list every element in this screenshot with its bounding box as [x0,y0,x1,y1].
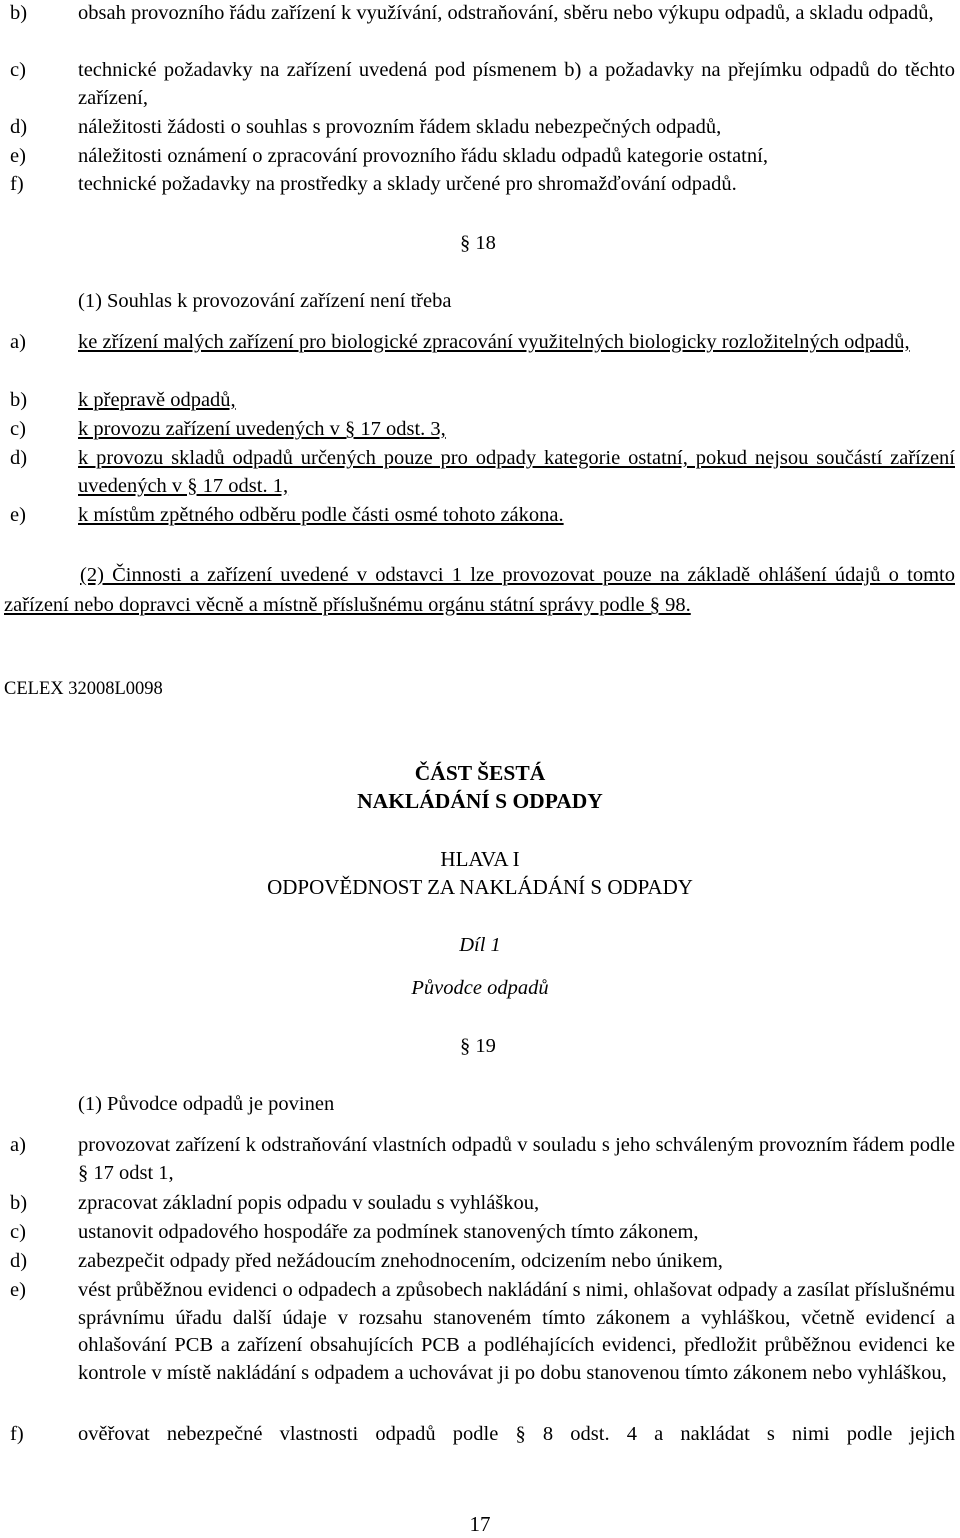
list-text: zabezpečit odpady před nežádoucím znehodnocením, odcizením nebo únikem, [78,1250,723,1272]
list-item [10,502,955,530]
list-text: náležitosti oznámení o zpracování provozního řádu skladu odpadů kategorie ostatní, [78,145,768,167]
list-text: technické požadavky na prostředky a sklady určené pro shromažďování odpadů. [78,173,737,195]
list-text: zpracovat základní popis odpadu v souladu s vyhláškou, [78,1192,540,1214]
list-marker: b) [10,389,28,411]
celex-reference: CELEX 32008L0098 [4,679,163,699]
list-marker: e) [10,504,26,526]
part-subtitle: NAKLÁDÁNÍ S ODPADY [357,789,603,813]
list-item [10,1248,955,1276]
division-title: Díl 1 [459,934,501,956]
list-item [10,387,955,415]
list-text: ověřovat nebezpečné vlastnosti odpadů podle § 8 odst. 4 a nakládat s nimi podle jejich [78,1423,955,1445]
list-marker: a) [10,1134,26,1156]
list-item [10,0,955,28]
list-marker: d) [10,447,28,469]
part-title: ČÁST ŠESTÁ [414,761,546,785]
list-text: k provozu skladů odpadů určených pouze pro odpady kategorie ostatní, pokud nejsou součástí zařízení uvedených v § 17 odst. 1, [78,447,955,497]
paragraph-intro: (1) Souhlas k provozování zařízení není třeba [78,290,452,312]
list-text: vést průběžnou evidenci o odpadech a způsobech nakládání s nimi, ohlašovat odpady a zasílat příslušnému správnímu úřadu další údaje v rozsahu stanoveném tímto zákonem a vyhláškou, včetně evidencí a ohlašování PCB a zařízení obsahujících PCB a podléhajících evidenci, předložit průběžnou evidenci ke kontrole v místě nakládání s odpadem a uchovávat ji po dobu stanovenou tímto zákonem nebo vyhláškou, [78,1279,955,1384]
list-item [10,171,955,199]
list-marker: c) [10,59,26,81]
list-text: k provozu zařízení uvedených v § 17 odst. 3, [78,418,446,440]
list-item [10,1219,955,1247]
list-item [10,1132,955,1187]
paragraph-2: (2) Činnosti a zařízení uvedené v odstavci 1 lze provozovat pouze na základě ohlášení údajů o tomto zařízení nebo dopravci věcně a místně příslušnému orgánu státní správy podle § 98. [4,564,955,616]
list-marker: a) [10,331,26,353]
list-item [10,143,955,171]
list-marker: d) [10,1250,28,1272]
page-number: 17 [469,1512,491,1536]
list-item [10,445,955,500]
chapter-subtitle: ODPOVĚDNOST ZA NAKLÁDÁNÍ S ODPADY [267,875,693,899]
list-marker: e) [10,1279,26,1301]
section-heading: § 18 [460,232,496,254]
paragraph-intro: (1) Původce odpadů je povinen [78,1093,335,1115]
list-text: náležitosti žádosti o souhlas s provozním řádem skladu nebezpečných odpadů, [78,116,722,138]
list-text: k místům zpětného odběru podle části osmé tohoto zákona. [78,504,564,526]
list-text: k přepravě odpadů, [78,389,236,411]
division-subtitle: Původce odpadů [411,977,549,999]
list-text: provozovat zařízení k odstraňování vlastních odpadů v souladu s jeho schváleným provozním řádem podle § 17 odst 1, [78,1134,955,1184]
list-item [10,1190,955,1218]
section-heading: § 19 [460,1035,496,1057]
list-text: technické požadavky na zařízení uvedená pod písmenem b) a požadavky na přejímku odpadů do těchto zařízení, [78,59,955,109]
list-marker: d) [10,116,28,138]
list-item [10,329,955,357]
list-item [10,57,955,112]
list-text: obsah provozního řádu zařízení k využívání, odstraňování, sběru nebo výkupu odpadů, a skladu odpadů, [78,2,934,24]
list-marker: b) [10,1192,28,1214]
list-marker: f) [10,173,24,195]
list-item [10,114,955,142]
list-item [10,1421,955,1449]
list-marker: c) [10,418,26,440]
list-text: ustanovit odpadového hospodáře za podmínek stanovených tímto zákonem, [78,1221,699,1243]
list-marker: e) [10,145,26,167]
list-text: ke zřízení malých zařízení pro biologické zpracování využitelných biologicky rozložitelných odpadů, [78,331,910,353]
list-item [10,416,955,444]
list-marker: b) [10,2,28,24]
list-marker: f) [10,1423,24,1445]
chapter-title: HLAVA I [440,847,520,871]
list-item [10,1277,955,1387]
list-marker: c) [10,1221,26,1243]
